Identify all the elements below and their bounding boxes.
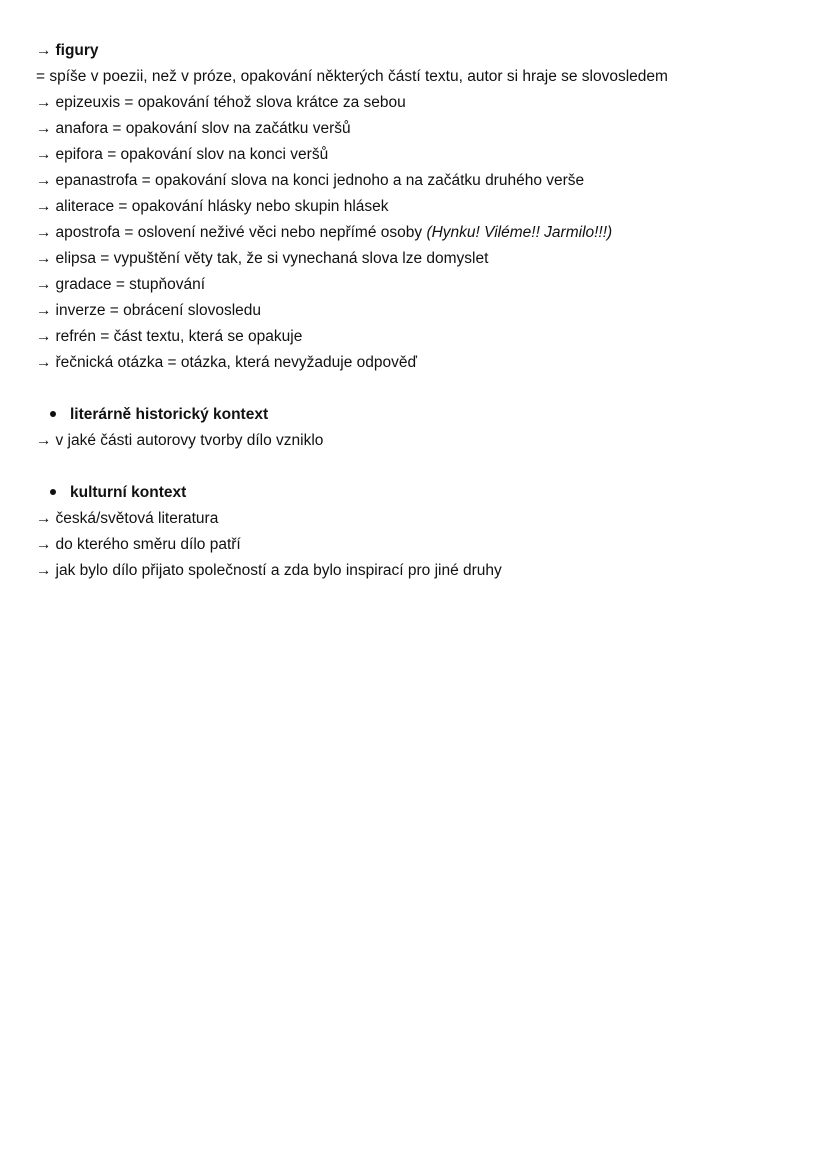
arrow-icon: → bbox=[36, 120, 52, 137]
list-item bbox=[36, 220, 806, 246]
document-body bbox=[36, 38, 806, 584]
list-item bbox=[36, 428, 806, 454]
arrow-icon: → bbox=[36, 328, 52, 345]
list-item-text: epifora = opakování slov na konci veršů bbox=[55, 146, 329, 163]
list-item-text: epizeuxis = opakování téhož slova krátce za sebou bbox=[55, 94, 406, 111]
list-item-text: apostrofa = oslovení neživé věci nebo nepřímé osoby bbox=[55, 224, 423, 241]
list-item-text: aliterace = opakování hlásky nebo skupin hlásek bbox=[55, 198, 389, 215]
kulturni-heading bbox=[36, 480, 806, 506]
spacer bbox=[36, 454, 806, 480]
list-item bbox=[36, 246, 806, 272]
arrow-icon: → bbox=[36, 354, 52, 371]
figury-intro: = spíše v poezii, než v próze, opakování některých částí textu, autor si hraje se slovosledem bbox=[36, 68, 668, 85]
arrow-icon: → bbox=[36, 198, 52, 215]
arrow-icon: → bbox=[36, 146, 52, 163]
list-item-text: česká/světová literatura bbox=[55, 510, 219, 527]
bullet-icon bbox=[50, 489, 56, 495]
list-item bbox=[36, 532, 806, 558]
list-item bbox=[36, 558, 806, 584]
list-item-text: epanastrofa = opakování slova na konci jednoho a na začátku druhého verše bbox=[55, 172, 585, 189]
arrow-icon: → bbox=[36, 42, 52, 59]
bullet-icon bbox=[50, 411, 56, 417]
list-item-text: refrén = část textu, která se opakuje bbox=[55, 328, 303, 345]
list-item bbox=[36, 90, 806, 116]
list-item bbox=[36, 194, 806, 220]
list-item bbox=[36, 324, 806, 350]
apostrofa-example: (Hynku! Viléme!! Jarmilo!!!) bbox=[426, 224, 613, 241]
list-item-text: elipsa = vypuštění věty tak, že si vynechaná slova lze domyslet bbox=[55, 250, 489, 267]
list-item-text: gradace = stupňování bbox=[55, 276, 206, 293]
arrow-icon: → bbox=[36, 94, 52, 111]
list-item-text: anafora = opakování slov na začátku veršů bbox=[55, 120, 351, 137]
arrow-icon: → bbox=[36, 172, 52, 189]
list-item-text: inverze = obrácení slovosledu bbox=[55, 302, 261, 319]
historicky-heading bbox=[36, 402, 806, 428]
list-item bbox=[36, 116, 806, 142]
list-item-text: řečnická otázka = otázka, která nevyžaduje odpověď bbox=[55, 354, 418, 371]
arrow-icon: → bbox=[36, 536, 52, 553]
list-item-text: jak bylo dílo přijato společností a zda bylo inspirací pro jiné druhy bbox=[55, 562, 502, 579]
list-item bbox=[36, 142, 806, 168]
arrow-icon: → bbox=[36, 432, 52, 449]
list-item bbox=[36, 506, 806, 532]
list-item bbox=[36, 168, 806, 194]
arrow-icon: → bbox=[36, 276, 52, 293]
arrow-icon: → bbox=[36, 510, 52, 527]
arrow-icon: → bbox=[36, 302, 52, 319]
figury-heading-text: figury bbox=[55, 42, 99, 59]
arrow-icon: → bbox=[36, 250, 52, 267]
arrow-icon: → bbox=[36, 562, 52, 579]
list-item bbox=[36, 350, 806, 376]
spacer bbox=[36, 376, 806, 402]
arrow-icon: → bbox=[36, 224, 52, 241]
list-item-text: do kterého směru dílo patří bbox=[55, 536, 241, 553]
list-item-text: v jaké části autorovy tvorby dílo vzniklo bbox=[55, 432, 324, 449]
figury-heading bbox=[36, 38, 806, 64]
historicky-heading-text: literárně historický kontext bbox=[70, 406, 269, 423]
list-item bbox=[36, 272, 806, 298]
list-item bbox=[36, 298, 806, 324]
kulturni-heading-text: kulturní kontext bbox=[70, 484, 187, 501]
